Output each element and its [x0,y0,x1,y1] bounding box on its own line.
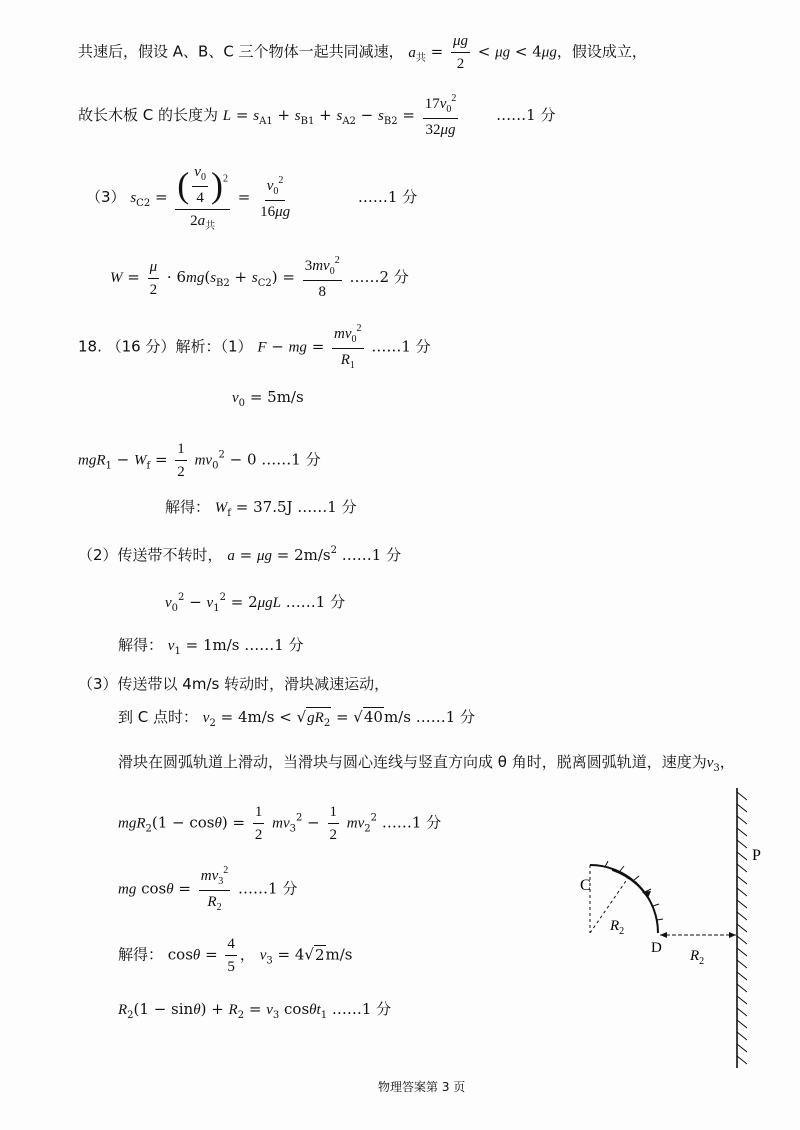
label-r2: $R_2$ [610,918,625,937]
fraction: $\frac{3mv_0^2}{8}$ [304,255,340,300]
acc-value: = 2m/s [276,546,331,564]
line-1-text: 共速后，假设 A、B、C 三个物体一起共同减速， [78,42,404,61]
fraction: $\frac{1}{2}$ [254,804,263,843]
fraction: $\frac{\mu g}{2}$ [452,33,468,72]
score-cent: ……1 分 [238,879,298,898]
solve-label-1: 解得： [165,498,211,516]
score-1: ……1 分 [496,106,556,124]
label-c: C [580,877,591,894]
line-final: $R_2(1 - \sin\theta) + R_2 = v_3$ cosθt$_1$ ……1 分 [118,1000,392,1021]
line-1-tail: ，假设成立， [556,42,647,61]
fraction: $\frac{17v_0^2}{32\mu g}$ [424,93,457,138]
score-kin: ……1 分 [285,593,346,611]
v2-tail: m/s ……1 分 [383,708,476,726]
line-w: W = $\frac{\mu}{2}$ · $6mg(s_{B2} + s_{C2})$ = $\frac{3mv_0^2}{8}$ ……2 分 [110,255,409,300]
line-energy: $mgR_1 - W_f$ = $\frac{1}{2}$ $mv_0^2 - 0$ ……1 分 [78,441,321,480]
distance-arrow-right [729,932,736,938]
line-q18: 18. （16 分）解析：（1） F − mg = $\frac{mv_0^2}{R_1}$ ……1 分 [78,323,431,371]
radius-diagonal [590,878,628,933]
motion-arrow [612,870,648,898]
line-1: 共速后，假设 A、B、C 三个物体一起共同减速， $a_共$ = $\frac{\mu g}{2}$ < μg < 4μg，假设成立， [78,33,647,72]
fraction: $\frac{1}{2}$ [177,441,185,480]
line-p3b [78,675,389,693]
line-p2: （2）传送带不转时， $a = \mu g = 2m/s^2$ ……1 分 [78,545,402,564]
v1-value: = 1m/s ……1 分 [185,636,304,654]
fraction: $\frac{1}{2}$ [329,804,337,843]
score-arc: ……1 分 [381,813,442,832]
page-footer: 物理答案第 3 页 [378,1080,466,1094]
fraction: $\frac{\mu}{2}$ [149,258,158,298]
q18-heading: 18. （16 分）解析：（1） [78,337,253,356]
line-cos: 解得： cosθ = $\frac{4}{5}$ ， $v_3 = 4√2m/s$ [118,936,353,975]
fraction: $\frac{v_0^2}{16\mu g}$ [260,175,291,220]
line-2: 故长木板 C 的长度为 $L = s_{A1} + s_{B1} + s_{A2} - s_{B2}$ = $\frac{17v_0^2}{32\mu g}$ ……1 分 [78,93,556,138]
label-p: P [752,847,761,864]
part-3b-heading: （3）传送带以 4m/s 转动时，滑块减速运动， [78,675,390,693]
score-final: ……1 分 [331,1000,392,1018]
slide-text: 滑块在圆弧轨道上滑动，当滑块与圆心连线与竖直方向成 θ 角时，脱离圆弧轨道，速度为 [118,753,707,771]
fraction: ( $\frac{v_0}{4}$ )$^2$ $2a_共$ [177,164,228,232]
line-2-text: 故长木板 C 的长度为 [78,106,219,124]
line-slide: 滑块在圆弧轨道上滑动，当滑块与圆心连线与竖直方向成 θ 角时，脱离圆弧轨道，速度为$v_3$， [118,753,735,774]
wall-hatching [737,792,747,1064]
solve-label-2: 解得： [118,636,164,654]
distance-arrow-left [660,932,667,938]
arc-track-diagram [550,770,770,1070]
v0-value: = 5m/s [249,388,304,406]
line-centripetal: mg cosθ = $\frac{mv_3^2}{R_2}$ ……1 分 [118,865,298,913]
label-r2-distance: $R_2$ [690,948,705,967]
score-q18: ……1 分 [371,337,431,356]
fraction: $\frac{mv_0^2}{R_1}$ [334,323,362,371]
c-point-label: 到 C 点时： [118,708,199,726]
line-wf: 解得： $W_f = 37.5J$ ……1 分 [165,498,357,519]
line-kinematics: $v_0^2 - v_1^2 = 2\mu gL$ ……1 分 [165,592,346,614]
label-d: D [651,940,662,956]
score-w: ……2 分 [349,268,409,286]
line-v1: 解得： $v_1 = 1m/s$ ……1 分 [118,636,304,657]
fraction: $\frac{mv_3^2}{R_2}$ [200,865,229,913]
v3-unit: m/s [325,945,353,964]
line-arc-energy: mgR$_2$(1 − cosθ) = $\frac{1}{2}$ $mv_3^2$ − $\frac{1}{2}$ $mv_2^2$ ……1 分 [118,804,442,843]
score-p2: ……1 分 [341,546,402,564]
part-3-label: （3） [86,188,126,206]
line-v0: $v_0 = 5m/s$ [232,388,304,409]
score-energy: ……1 分 [261,450,321,469]
fraction: $\frac{4}{5}$ [227,936,235,975]
wf-value: = 37.5J ……1 分 [235,498,357,516]
line-sc2: （3） $s_{C2}$ = ( $\frac{v_0}{4}$ )$^2$ $2a_共$ = $\frac{v_0^2}{16\mu g}$ ……1 分 [86,164,418,232]
score-sc2: ……1 分 [357,188,418,206]
part-2-heading: （2）传送带不转时， [78,546,223,564]
line-cpoint: 到 C 点时： $v_2 = 4m/s < √gR_2 = √40m/s$ ……1 分 [118,708,476,729]
solve-label-3: 解得： [118,945,164,964]
